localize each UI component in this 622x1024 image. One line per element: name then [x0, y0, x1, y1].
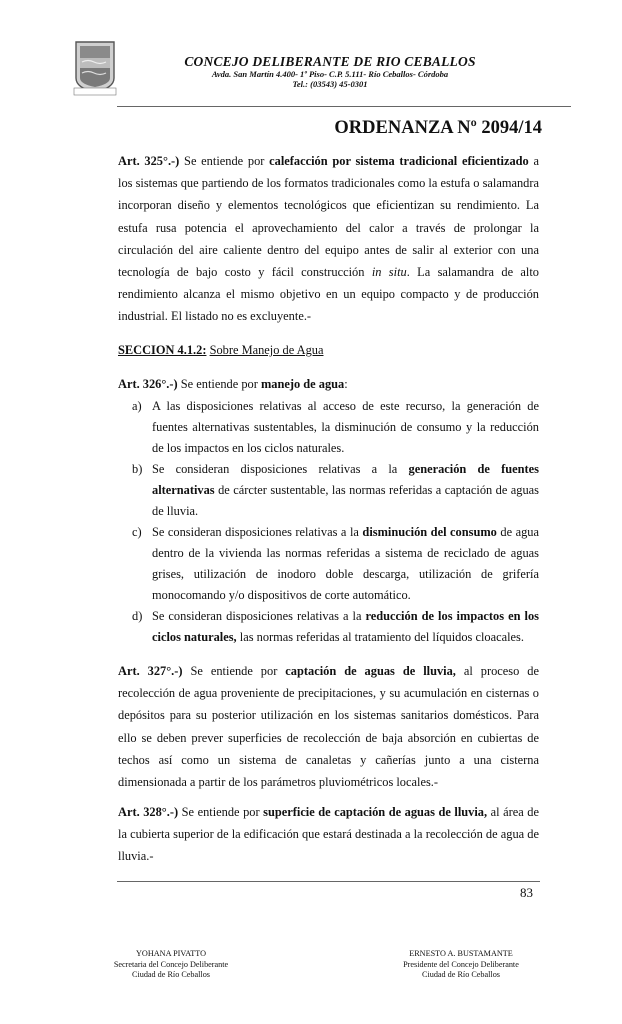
article-label: Art. 327°.-): [118, 664, 183, 678]
article-label: Art. 328°.-): [118, 805, 179, 819]
article-text: al proceso de recolección de agua proveniente de precipitaciones, y su acumulación en cisternas o depósitos para su posterior utilización en los sistemas sanitarios domésticos. Para ello se deben prever superficies de recolección de baja absorción en cubiertas de techos así como un sistema de canaletas y cañerías junto a una cisterna dimensionada a partir de los parámetros pluviométricos locales.-: [118, 664, 539, 790]
council-phone: Tel.: (03543) 45-0301: [292, 79, 368, 89]
council-name: CONCEJO DELIBERANTE DE RIO CEBALLOS: [184, 54, 476, 69]
list-marker: b): [132, 462, 143, 477]
defined-term: captación de aguas de lluvia,: [285, 664, 456, 678]
section-heading: [118, 339, 539, 361]
article-text: Se entiende por: [178, 805, 264, 819]
list-item: [118, 459, 539, 522]
defined-term: disminución del consumo: [362, 525, 497, 540]
header-divider: [117, 106, 571, 107]
signer-role: Secretaria del Concejo Deliberante: [113, 959, 229, 969]
article-text: . La salamandra de alto rendimiento alcanza el mismo objetivo en un equipo compacto y de producción industrial. El listado no es excluyente.-: [118, 265, 540, 324]
article-label: Art. 325°.-): [118, 154, 180, 168]
article-325: [118, 150, 539, 328]
council-address: Avda. San Martín 4.400- 1º Piso- C.P. 5.111- Río Ceballos- Córdoba: [211, 69, 449, 79]
italic-term: in situ: [371, 265, 407, 280]
list-marker: d): [132, 609, 143, 624]
article-text: Se entiende por: [182, 664, 286, 678]
signer-name: ERNESTO A. BUSTAMANTE: [409, 949, 513, 958]
president-signature-block: [371, 949, 551, 981]
footer-divider: [117, 881, 540, 882]
defined-term: generación de fuentes alternativas: [152, 462, 539, 498]
article-326-list: [118, 396, 539, 648]
defined-term: manejo de agua: [260, 377, 345, 391]
list-item: [118, 606, 539, 648]
article-text: a los sistemas que partiendo de los formatos tradicionales como la estufa o salamandra incorporan diseño y elementos tecnológicos que eficientizan su rendimiento. La estufa rusa potencia el aprovechamiento del calor a través de prolongar la circulación del aire caliente dentro del equipo antes de salir al exterior con una tecnología de bajo costo y fácil construcción: [118, 154, 539, 280]
signer-city: Ciudad de Río Ceballos: [421, 970, 500, 979]
list-text: Se consideran disposiciones relativas a la: [152, 462, 409, 477]
list-text: de agua dentro de la vivienda las normas referidas a sistema de reciclado de aguas grises, utilización de inodoro doble descarga, utilización de grifería monocomando y/o dispositivos de corte automático.: [152, 525, 540, 603]
section-label: SECCION 4.1.2:: [118, 343, 207, 357]
defined-term: calefacción por sistema tradicional eficientizado: [269, 154, 529, 168]
list-text: Se consideran disposiciones relativas a la: [152, 525, 363, 540]
article-label: Art. 326°.-): [118, 377, 178, 391]
article-text: al área de la cubierta superior de la edificación que estará destinada a la recolección de agua de lluvia.-: [118, 805, 539, 864]
article-328: [118, 801, 539, 868]
article-text: Se entiende por: [177, 377, 261, 391]
list-item: [118, 522, 539, 606]
article-327: [118, 660, 539, 793]
section-title: Sobre Manejo de Agua: [209, 343, 324, 357]
ordinance-title: ORDENANZA Nº 2094/14: [334, 118, 542, 138]
article-text: Se entiende por: [179, 154, 270, 168]
defined-term: reducción de los impactos en los ciclos naturales,: [152, 609, 539, 645]
article-326: [118, 373, 539, 648]
signer-name: YOHANA PIVATTO: [136, 949, 206, 958]
signer-city: Ciudad de Río Ceballos: [131, 970, 210, 979]
list-marker: c): [132, 525, 142, 540]
municipal-seal-logo: [72, 38, 118, 96]
list-marker: a): [132, 399, 142, 414]
list-item: [118, 396, 539, 459]
defined-term: superficie de captación de aguas de lluvia,: [263, 805, 488, 819]
page-number: 83: [520, 885, 533, 900]
list-text: Se consideran disposiciones relativas a la: [152, 609, 366, 624]
list-text: las normas referidas al tratamiento del líquidos cloacales.: [236, 630, 524, 645]
signer-role: Presidente del Concejo Deliberante: [403, 959, 519, 969]
list-text: de cárcter sustentable, las normas referidas a captación de aguas de lluvia.: [152, 483, 539, 519]
list-text: A las disposiciones relativas al acceso de este recurso, la generación de fuentes alternativas sustentables, la disminución de consumo y la reducción de los impactos en los ciclos naturales.: [152, 399, 539, 456]
secretary-signature-block: [81, 949, 261, 981]
article-text: :: [344, 377, 348, 391]
